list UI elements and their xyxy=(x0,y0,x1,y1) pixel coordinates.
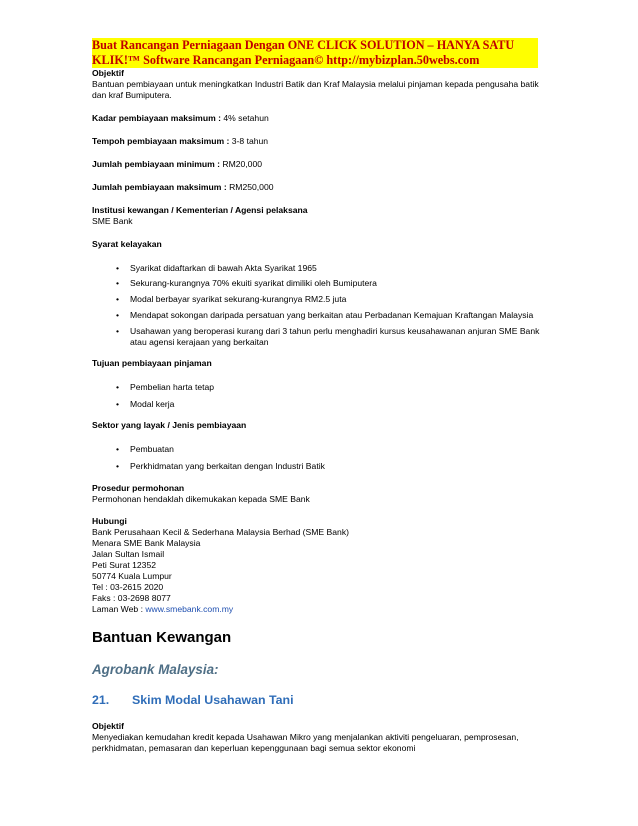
list-item xyxy=(92,382,547,393)
syarat-heading: Syarat kelayakan xyxy=(92,239,162,249)
jumlah-max-row xyxy=(92,182,547,193)
list-item-text: Modal kerja xyxy=(130,399,175,409)
syarat-list xyxy=(92,263,547,348)
hubungi-section xyxy=(92,516,547,615)
list-item-text: Sekurang-kurangnya 70% ekuiti syarikat dimiliki oleh Bumiputera xyxy=(130,278,377,288)
list-item xyxy=(92,399,547,410)
bullet-icon: • xyxy=(116,326,120,336)
bantuan-heading: Bantuan Kewangan xyxy=(92,629,232,646)
objektif2-text: Menyediakan kemudahan kredit kepada Usahawan Mikro yang menjalankan aktiviti pengeluaran, pemprosesan, perkhidmatan, pemasaran dan keperluan kepenggunaan bagi semua sektor ekonomi xyxy=(92,732,519,753)
hubungi-line: Menara SME Bank Malaysia xyxy=(92,538,201,548)
web-row xyxy=(92,604,547,615)
institusi-value: SME Bank xyxy=(92,216,133,226)
objektif2-section xyxy=(92,721,547,754)
bullet-icon: • xyxy=(116,278,120,288)
list-item-text: Syarikat didaftarkan di bawah Akta Syarikat 1965 xyxy=(130,263,317,273)
jumlah-max-label: Jumlah pembiayaan maksimum : xyxy=(92,182,230,192)
banner-line-1: Buat Rancangan Perniagaan Dengan ONE CLICK SOLUTION – HANYA SATU xyxy=(92,38,515,52)
tempoh-value: 3-8 tahun xyxy=(231,136,269,146)
prosedur-section xyxy=(92,483,547,505)
list-item xyxy=(92,444,547,455)
prosedur-heading: Prosedur permohonan xyxy=(92,483,185,493)
skim-heading xyxy=(92,693,547,708)
list-item xyxy=(92,326,547,348)
list-item xyxy=(92,294,547,305)
skim-number: 21. xyxy=(92,693,110,707)
objektif-section xyxy=(92,68,547,101)
skim-title: Skim Modal Usahawan Tani xyxy=(132,693,294,707)
hubungi-line: 50774 Kuala Lumpur xyxy=(92,571,172,581)
objektif-text: Bantuan pembiayaan untuk meningkatkan Industri Batik dan Kraf Malaysia melalui pinjaman kepada pengusaha batik dan kraf Bumiputera. xyxy=(92,79,539,100)
jumlah-min-row xyxy=(92,159,547,170)
jumlah-max-value: RM250,000 xyxy=(229,182,274,192)
bullet-icon: • xyxy=(116,294,120,304)
list-item-text: Pembelian harta tetap xyxy=(130,382,215,392)
kadar-value: 4% setahun xyxy=(223,113,269,123)
tujuan-list xyxy=(92,382,547,410)
bullet-icon: • xyxy=(116,310,120,320)
jumlah-min-value: RM20,000 xyxy=(222,159,263,169)
list-item-text: Modal berbayar syarikat sekurang-kurangnya RM2.5 juta xyxy=(130,294,347,304)
objektif-heading: Objektif xyxy=(92,68,124,78)
document-page xyxy=(92,38,547,754)
kadar-label: Kadar pembiayaan maksimum : xyxy=(92,113,224,123)
list-item xyxy=(92,263,547,274)
sektor-list xyxy=(92,444,547,472)
bullet-icon: • xyxy=(116,444,120,454)
objektif2-heading: Objektif xyxy=(92,721,124,731)
list-item xyxy=(92,278,547,289)
list-item-text: Pembuatan xyxy=(130,444,174,454)
agrobank-heading: Agrobank Malaysia: xyxy=(92,662,219,677)
bullet-icon: • xyxy=(116,263,120,273)
hubungi-line: Tel : 03-2615 2020 xyxy=(92,582,164,592)
web-label: Laman Web : xyxy=(92,604,146,614)
kadar-row xyxy=(92,113,547,124)
banner-line-2: KLIK!™ Software Rancangan Perniagaan© http://mybizplan.50webs.com xyxy=(92,53,480,67)
bullet-icon: • xyxy=(116,399,120,409)
hubungi-line: Peti Surat 12352 xyxy=(92,560,157,570)
hubungi-heading: Hubungi xyxy=(92,516,127,526)
bullet-icon: • xyxy=(116,382,120,392)
web-link[interactable]: www.smebank.com.my xyxy=(145,604,234,614)
prosedur-text: Permohonan hendaklah dikemukakan kepada SME Bank xyxy=(92,494,310,504)
list-item xyxy=(92,310,547,321)
sektor-heading: Sektor yang layak / Jenis pembiayaan xyxy=(92,420,247,430)
tempoh-label: Tempoh pembiayaan maksimum : xyxy=(92,136,232,146)
list-item-text: Mendapat sokongan daripada persatuan yang berkaitan atau Perbadanan Kemajuan Kraftangan Malaysia xyxy=(130,310,534,320)
jumlah-min-label: Jumlah pembiayaan minimum : xyxy=(92,159,223,169)
list-item-text: Perkhidmatan yang berkaitan dengan Industri Batik xyxy=(130,461,325,471)
hubungi-line: Bank Perusahaan Kecil & Sederhana Malaysia Berhad (SME Bank) xyxy=(92,527,349,537)
hubungi-line: Faks : 03-2698 8077 xyxy=(92,593,171,603)
institusi-heading: Institusi kewangan / Kementerian / Agensi pelaksana xyxy=(92,205,308,215)
list-item xyxy=(92,461,547,472)
tujuan-heading: Tujuan pembiayaan pinjaman xyxy=(92,358,212,368)
tempoh-row xyxy=(92,136,547,147)
bullet-icon: • xyxy=(116,461,120,471)
hubungi-line: Jalan Sultan Ismail xyxy=(92,549,165,559)
promo-banner[interactable] xyxy=(92,38,538,68)
list-item-text: Usahawan yang beroperasi kurang dari 3 tahun perlu menghadiri kursus keusahawanan anjuran SME Bank atau agensi kerajaan yang berkaitan xyxy=(130,326,540,347)
institusi-section xyxy=(92,205,547,227)
